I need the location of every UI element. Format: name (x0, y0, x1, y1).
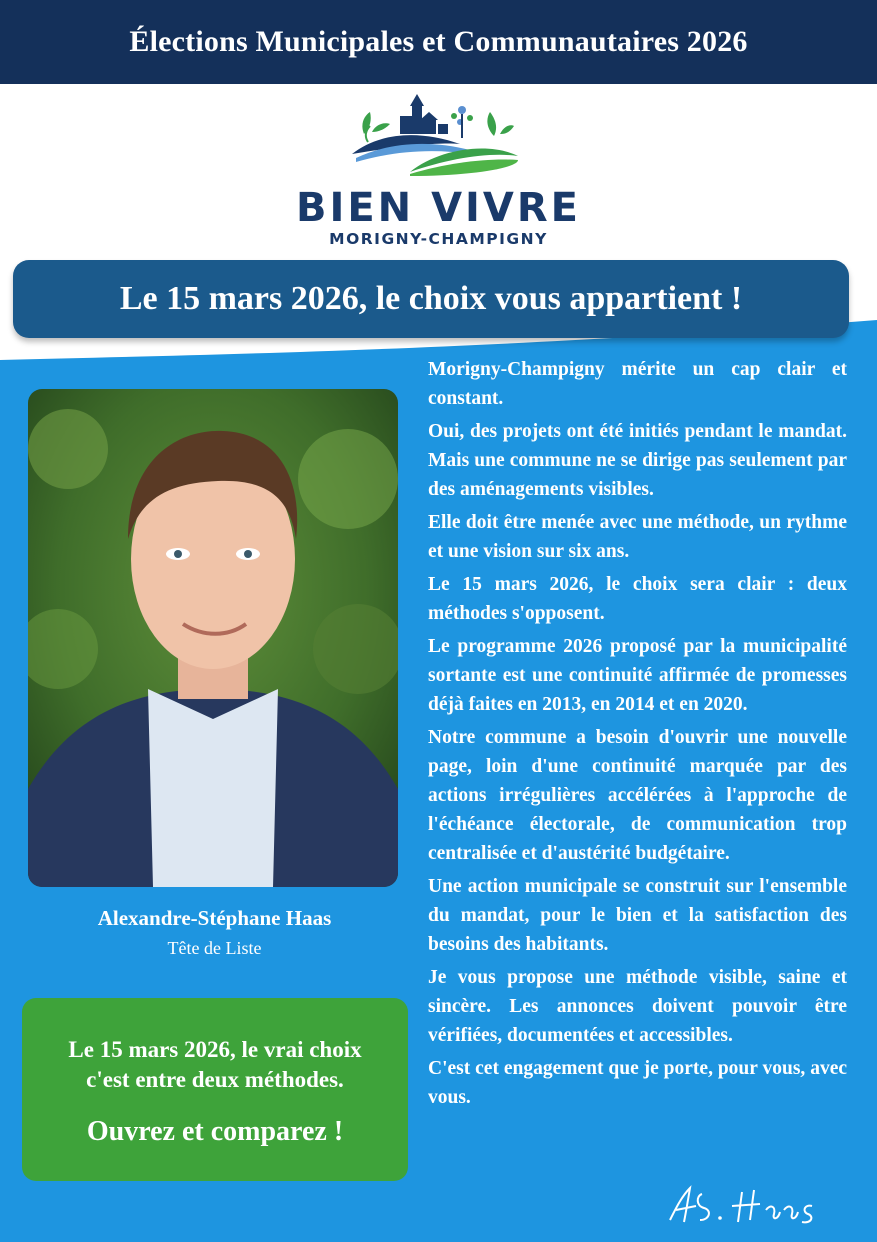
handwritten-signature (662, 1180, 822, 1230)
paragraph: Oui, des projets ont été initiés pendant le mandat. Mais une commune ne se dirige pas seulement par des aménagements visibles. (428, 421, 847, 500)
paragraph: Morigny-Champigny mérite un cap clair et constant. (428, 359, 847, 409)
slogan-banner (13, 260, 849, 338)
paragraph: C'est cet engagement que je porte, pour vous, avec vous. (428, 1058, 847, 1108)
candidate-name: Alexandre-Stéphane Haas (97, 906, 332, 930)
candidate-role: Tête de Liste (167, 938, 262, 958)
village-hills-logo-icon (350, 92, 520, 177)
paragraph: Notre commune a besoin d'ouvrir une nouvelle page, loin d'une continuité marquée par des actions irrégulières accélérées à l'approche de l'échéance électorale, de communication trop centralisée et d'austérité budgétaire. (428, 727, 847, 864)
slogan-text: Le 15 mars 2026, le choix vous appartient ! (119, 280, 743, 317)
logo (0, 84, 877, 259)
callout-line1: Le 15 mars 2026, le vrai choix (68, 1037, 362, 1062)
brand-name: BIEN VIVRE (295, 185, 582, 231)
candidate-portrait (28, 389, 398, 887)
brand-town: MORIGNY-CHAMPIGNY (329, 230, 548, 248)
paragraph: Elle doit être menée avec une méthode, un rythme et une vision sur six ans. (428, 512, 847, 562)
header-banner (0, 0, 877, 84)
callout-box (22, 998, 408, 1181)
paragraph: Une action municipale se construit sur l'ensemble du mandat, pour le bien et la satisfaction des besoins des habitants. (428, 876, 847, 955)
callout-line2: c'est entre deux méthodes. (86, 1067, 344, 1092)
paragraph: Le programme 2026 proposé par la municipalité sortante est une continuité affirmée de promesses déjà faites en 2013, en 2014 et en 2020. (428, 636, 847, 715)
paragraph: Le 15 mars 2026, le choix sera clair : deux méthodes s'opposent. (428, 574, 847, 624)
header-title: Élections Municipales et Communautaires 2026 (129, 25, 748, 58)
paragraph: Je vous propose une méthode visible, saine et sincère. Les annonces doivent pouvoir être vérifiées, documentées et accessibles. (428, 967, 847, 1046)
body-text (428, 355, 847, 1116)
callout-line3: Ouvrez et comparez ! (86, 1116, 344, 1147)
